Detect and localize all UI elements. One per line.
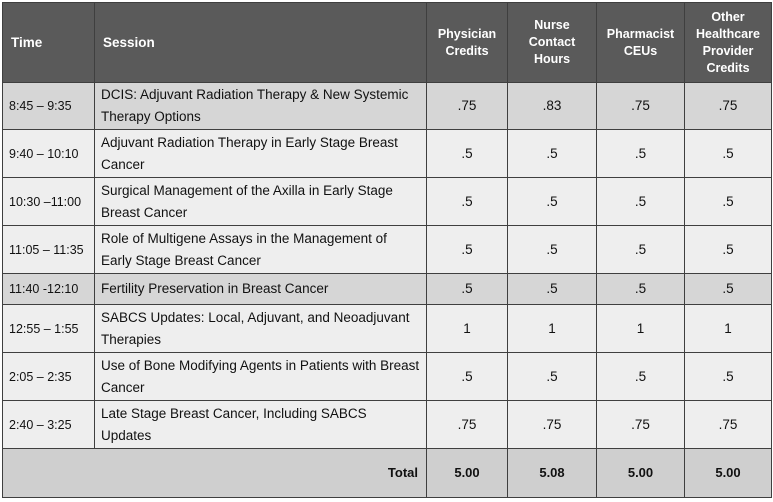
pharmacist-cell: .5 bbox=[597, 226, 685, 274]
other-cell: .5 bbox=[685, 178, 772, 226]
time-cell: 10:30 –11:00 bbox=[3, 178, 95, 226]
session-cell: DCIS: Adjuvant Radiation Therapy & New Systemic Therapy Options bbox=[95, 83, 427, 130]
physician-cell: .5 bbox=[427, 226, 508, 274]
total-pharmacist-ceus: 5.00 bbox=[597, 449, 685, 498]
time-cell: 12:55 – 1:55 bbox=[3, 305, 95, 353]
physician-cell: 1 bbox=[427, 305, 508, 353]
session-cell: SABCS Updates: Local, Adjuvant, and Neoadjuvant Therapies bbox=[95, 305, 427, 353]
total-nurse-contact-hours: 5.08 bbox=[508, 449, 597, 498]
other-cell: .5 bbox=[685, 130, 772, 178]
time-cell: 9:40 – 10:10 bbox=[3, 130, 95, 178]
pharmacist-cell: .5 bbox=[597, 274, 685, 305]
header-pharmacist-ceus: Pharmacist CEUs bbox=[597, 3, 685, 83]
credits-table bbox=[2, 2, 772, 498]
physician-cell: .75 bbox=[427, 401, 508, 449]
table-row bbox=[3, 83, 772, 130]
table-row bbox=[3, 178, 772, 226]
pharmacist-cell: .75 bbox=[597, 83, 685, 130]
nurse-cell: .5 bbox=[508, 274, 597, 305]
session-cell: Fertility Preservation in Breast Cancer bbox=[95, 274, 427, 305]
pharmacist-cell: .75 bbox=[597, 401, 685, 449]
session-cell: Late Stage Breast Cancer, Including SABCS Updates bbox=[95, 401, 427, 449]
table-row bbox=[3, 130, 772, 178]
other-cell: .75 bbox=[685, 83, 772, 130]
session-cell: Use of Bone Modifying Agents in Patients with Breast Cancer bbox=[95, 353, 427, 401]
physician-cell: .5 bbox=[427, 178, 508, 226]
total-other-provider-credits: 5.00 bbox=[685, 449, 772, 498]
nurse-cell: 1 bbox=[508, 305, 597, 353]
physician-cell: .5 bbox=[427, 353, 508, 401]
header-row bbox=[3, 3, 772, 83]
session-cell: Role of Multigene Assays in the Management of Early Stage Breast Cancer bbox=[95, 226, 427, 274]
time-cell: 11:05 – 11:35 bbox=[3, 226, 95, 274]
nurse-cell: .5 bbox=[508, 130, 597, 178]
pharmacist-cell: .5 bbox=[597, 178, 685, 226]
physician-cell: .75 bbox=[427, 83, 508, 130]
header-other-provider-credits: Other Healthcare Provider Credits bbox=[685, 3, 772, 83]
table-row bbox=[3, 305, 772, 353]
physician-cell: .5 bbox=[427, 130, 508, 178]
header-physician-credits: Physician Credits bbox=[427, 3, 508, 83]
time-cell: 11:40 -12:10 bbox=[3, 274, 95, 305]
nurse-cell: .5 bbox=[508, 226, 597, 274]
table-row bbox=[3, 274, 772, 305]
total-label: Total bbox=[3, 449, 427, 498]
session-cell: Adjuvant Radiation Therapy in Early Stage Breast Cancer bbox=[95, 130, 427, 178]
nurse-cell: .5 bbox=[508, 178, 597, 226]
header-nurse-contact-hours: Nurse Contact Hours bbox=[508, 3, 597, 83]
pharmacist-cell: .5 bbox=[597, 353, 685, 401]
header-session: Session bbox=[95, 3, 427, 83]
time-cell: 2:40 – 3:25 bbox=[3, 401, 95, 449]
time-cell: 8:45 – 9:35 bbox=[3, 83, 95, 130]
total-physician-credits: 5.00 bbox=[427, 449, 508, 498]
physician-cell: .5 bbox=[427, 274, 508, 305]
other-cell: .5 bbox=[685, 226, 772, 274]
table-row bbox=[3, 226, 772, 274]
pharmacist-cell: .5 bbox=[597, 130, 685, 178]
time-cell: 2:05 – 2:35 bbox=[3, 353, 95, 401]
other-cell: .5 bbox=[685, 274, 772, 305]
nurse-cell: .83 bbox=[508, 83, 597, 130]
nurse-cell: .75 bbox=[508, 401, 597, 449]
nurse-cell: .5 bbox=[508, 353, 597, 401]
other-cell: .75 bbox=[685, 401, 772, 449]
other-cell: .5 bbox=[685, 353, 772, 401]
pharmacist-cell: 1 bbox=[597, 305, 685, 353]
table-row bbox=[3, 353, 772, 401]
session-cell: Surgical Management of the Axilla in Early Stage Breast Cancer bbox=[95, 178, 427, 226]
total-row bbox=[3, 449, 772, 498]
header-time: Time bbox=[3, 3, 95, 83]
other-cell: 1 bbox=[685, 305, 772, 353]
table-row bbox=[3, 401, 772, 449]
